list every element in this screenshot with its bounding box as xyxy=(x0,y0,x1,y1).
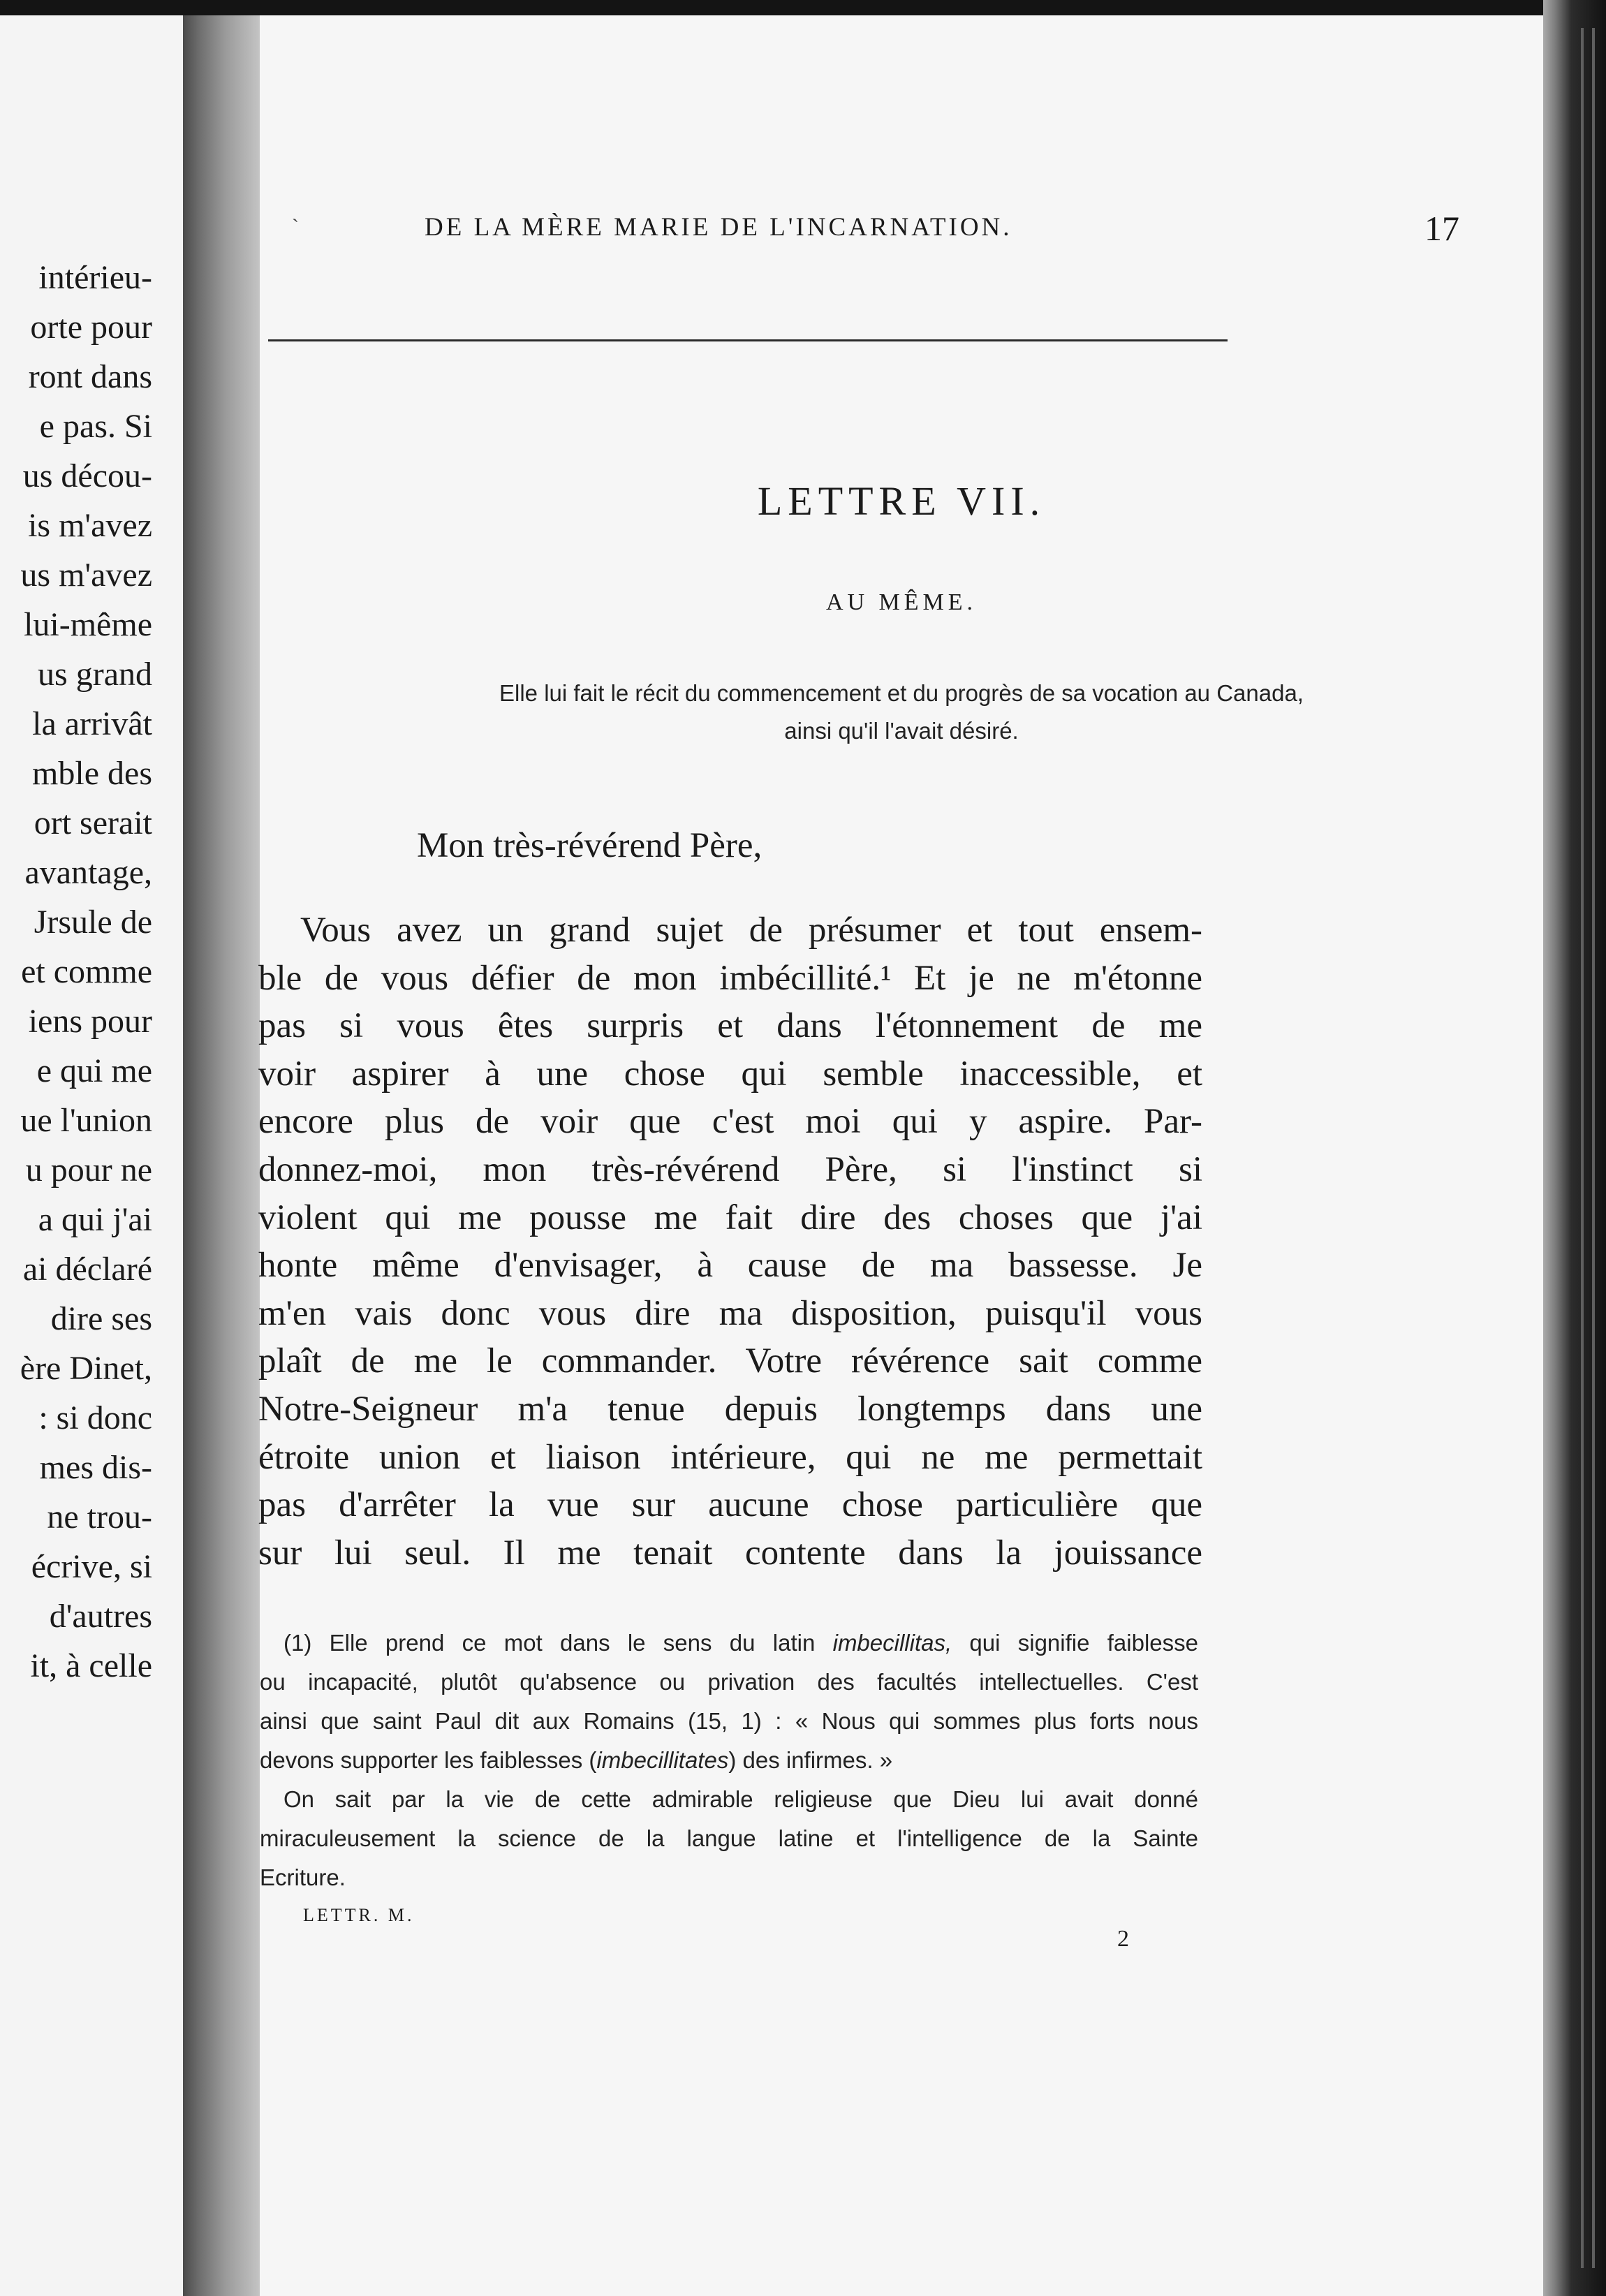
facing-page-line: ai déclaré xyxy=(22,1251,152,1288)
summary-line: ainsi qu'il l'avait désiré. xyxy=(784,718,1019,744)
facing-page-line: e pas. Si xyxy=(39,408,152,445)
facing-page-line: u pour ne xyxy=(25,1151,152,1189)
footnote-line xyxy=(283,1626,1198,1661)
facing-page-line: avantage, xyxy=(24,854,152,891)
facing-page-line: Jrsule de xyxy=(34,904,152,941)
footnote-line xyxy=(260,1743,1198,1778)
facing-page-line: lui-même xyxy=(24,606,152,643)
body-line: pas si vous êtes surpris et dans l'étonnement de me xyxy=(258,1006,1202,1046)
facing-page-line: a qui j'ai xyxy=(38,1201,152,1238)
body-line: sur lui seul. Il me tenait contente dans la jouissance xyxy=(258,1533,1202,1573)
facing-page-line: us m'avez xyxy=(20,557,152,594)
footnote-text: miraculeusement la science de la langue latine et l'intelligence de la Sainte xyxy=(260,1825,1198,1851)
body-line: voir aspirer à une chose qui semble inaccessible, et xyxy=(258,1054,1202,1094)
footnote-text: Ecriture. xyxy=(260,1864,346,1890)
footnote-text: ) des infirmes. » xyxy=(728,1747,893,1773)
facing-page-line: : si donc xyxy=(38,1399,152,1436)
footnote-text: On sait par la vie de cette admirable religieuse que Dieu lui avait donné xyxy=(283,1786,1198,1812)
body-line: donnez-moi, mon très-révérend Père, si l'instinct si xyxy=(258,1150,1202,1189)
facing-page-line: e qui me xyxy=(36,1052,152,1089)
facing-page-line: d'autres xyxy=(49,1598,152,1635)
signature-number: 2 xyxy=(1117,1926,1129,1952)
facing-page-line: us grand xyxy=(38,656,152,693)
facing-page-line: intérieu- xyxy=(38,259,152,296)
footnote-line xyxy=(260,1704,1198,1739)
body-line: plaît de me le commander. Votre révérence sait comme xyxy=(258,1341,1202,1381)
facing-page-line: mes dis- xyxy=(39,1449,152,1486)
edge-stripe xyxy=(1581,28,1584,2268)
summary-line: Elle lui fait le récit du commencement et du progrès de sa vocation au Canada, xyxy=(499,680,1304,706)
facing-page-line: ne trou- xyxy=(47,1499,152,1536)
footnote-text: ainsi que saint Paul dit aux Romains (15, 1) : « Nous qui sommes plus forts nous xyxy=(260,1708,1198,1734)
facing-page-line: ue l'union xyxy=(20,1102,152,1139)
body-line: Notre-Seigneur m'a tenue depuis longtemps dans une xyxy=(258,1390,1202,1429)
edge-stripe xyxy=(1592,28,1595,2268)
facing-page-line: la arrivât xyxy=(32,705,152,742)
footnote-text: (1) Elle prend ce mot dans le sens du latin xyxy=(283,1630,833,1656)
letter-title: LETTRE VII. xyxy=(757,478,1046,524)
facing-page-line: ère Dinet, xyxy=(20,1350,152,1387)
facing-page-line: it, à celle xyxy=(30,1647,152,1684)
footnote-line xyxy=(260,1665,1198,1700)
facing-page-line: iens pour xyxy=(28,1003,152,1040)
running-title: DE LA MÈRE MARIE DE L'INCARNATION. xyxy=(425,213,1012,242)
body-line: violent qui me pousse me fait dire des choses que j'ai xyxy=(258,1198,1202,1237)
footnote-line xyxy=(260,1821,1198,1856)
page-number: 17 xyxy=(1424,209,1459,248)
footnote-line xyxy=(260,1860,1198,1895)
page-gutter xyxy=(183,15,260,2296)
footnote-text: qui signifie faiblesse xyxy=(952,1630,1198,1656)
body-line: ble de vous défier de mon imbécillité.¹ Et je ne m'étonne xyxy=(258,958,1202,998)
binding-shadow xyxy=(0,0,1606,15)
facing-page-line: ort serait xyxy=(34,804,152,841)
facing-page-line: orte pour xyxy=(30,309,152,346)
footnote-text: devons supporter les faiblesses ( xyxy=(260,1747,597,1773)
book-page xyxy=(260,15,1543,2296)
running-header xyxy=(260,209,1489,261)
letter-summary xyxy=(260,675,1543,750)
facing-page-line: et comme xyxy=(21,953,152,990)
page-edge-shadow xyxy=(1543,0,1606,2296)
signature-mark: LETTR. M. xyxy=(303,1905,415,1925)
body-line: encore plus de voir que c'est moi qui y aspire. Par- xyxy=(258,1102,1202,1142)
footnote-italic-term: imbecillitas, xyxy=(832,1630,952,1656)
body-line: pas d'arrêter la vue sur aucune chose particulière que xyxy=(258,1485,1202,1525)
footnote-italic-term: imbecillitates xyxy=(596,1747,729,1773)
header-rule xyxy=(268,339,1228,341)
facing-page-line: mble des xyxy=(32,755,152,792)
facing-page-line: dire ses xyxy=(50,1300,152,1337)
facing-page-line: ront dans xyxy=(28,358,152,395)
body-line: étroite union et liaison intérieure, qui ne me permettait xyxy=(258,1437,1202,1477)
body-line: Vous avez un grand sujet de présumer et tout ensem- xyxy=(300,911,1202,950)
body-line: m'en vais donc vous dire ma disposition, puisqu'il vous xyxy=(258,1293,1202,1333)
facing-page-line: écrive, si xyxy=(31,1548,152,1585)
facing-page-line: is m'avez xyxy=(28,507,152,544)
body-line: honte même d'envisager, à cause de ma bassesse. Je xyxy=(258,1246,1202,1286)
salutation: Mon très-révérend Père, xyxy=(417,826,763,865)
facing-page-left xyxy=(0,15,183,2296)
facing-page-line: us décou- xyxy=(22,457,152,494)
footnote-text: ou incapacité, plutôt qu'absence ou privation des facultés intellectuelles. C'est xyxy=(260,1669,1198,1695)
stray-mark: ˋ xyxy=(292,215,299,238)
footnote-line xyxy=(283,1782,1198,1817)
letter-addressee: AU MÊME. xyxy=(825,589,978,615)
